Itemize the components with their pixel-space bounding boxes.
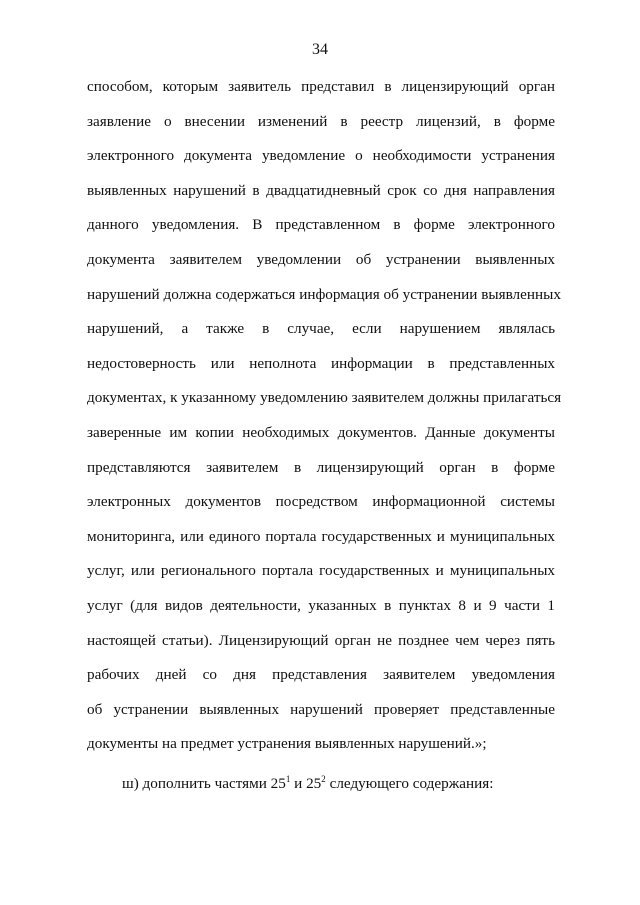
text-line: услуг, или регионального портала государственных и муниципальных <box>87 562 555 580</box>
text-line: заявление о внесении изменений в реестр лицензий, в форме <box>87 112 555 130</box>
text-line: данного уведомления. В представленном в форме электронного <box>87 216 555 234</box>
amendment-prefix: ш) дополнить частями 25 <box>122 775 286 792</box>
text-line: заверенные им копии необходимых документов. Данные документы <box>87 423 555 441</box>
text-line: мониторинга, или единого портала государственных и муниципальных <box>87 527 555 545</box>
superscript-1: 1 <box>285 774 291 784</box>
text-line: выявленных нарушений в двадцатидневный срок со дня направления <box>87 181 555 199</box>
text-line: нарушений, а также в случае, если нарушением являлась <box>87 320 555 338</box>
text-line: услуг (для видов деятельности, указанных в пунктах 8 и 9 части 1 <box>87 596 555 614</box>
text-line: документах, к указанному уведомлению заявителем должны прилагаться <box>87 389 562 407</box>
text-line: электронного документа уведомление о необходимости устранения <box>87 147 555 165</box>
text-line: электронных документов посредством информационной системы <box>87 493 555 511</box>
text-line: рабочих дней со дня представления заявителем уведомления <box>87 666 555 684</box>
text-line: нарушений должна содержаться информация об устранении выявленных <box>87 285 561 303</box>
text-line: документа заявителем уведомлении об устранении выявленных <box>87 250 555 268</box>
body-paragraph <box>87 70 562 762</box>
text-line: об устранении выявленных нарушений проверяет представленные <box>87 700 555 718</box>
amendment-line <box>122 767 582 802</box>
amendment-middle: и 25 <box>290 775 322 792</box>
text-line: недостоверность или неполнота информации в представленных <box>87 354 555 372</box>
page-number: 34 <box>312 41 328 58</box>
text-line: представляются заявителем в лицензирующий орган в форме <box>87 458 555 476</box>
amendment-suffix: следующего содержания: <box>325 775 494 792</box>
text-line: способом, которым заявитель представил в лицензирующий орган <box>87 78 555 95</box>
text-line-last: документы на предмет устранения выявленных нарушений.»; <box>87 735 487 753</box>
text-line: настоящей статьи). Лицензирующий орган не позднее чем через пять <box>87 631 555 649</box>
superscript-2: 2 <box>321 774 326 784</box>
